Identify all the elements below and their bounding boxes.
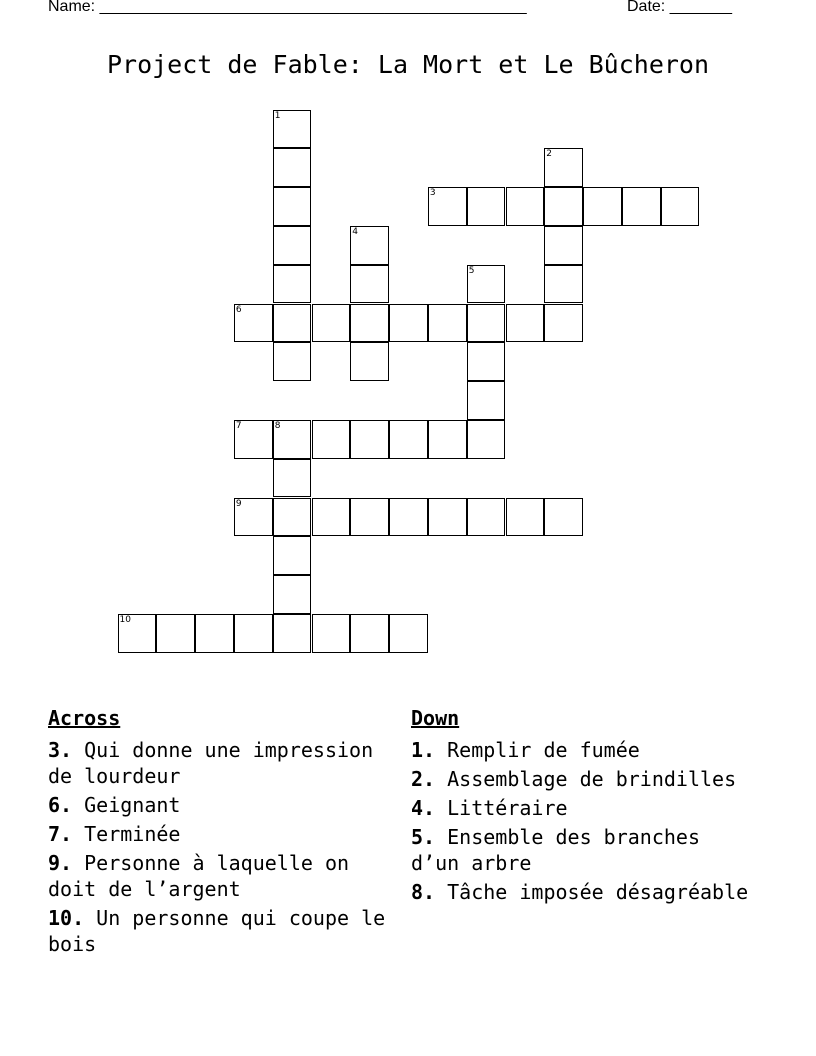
clue-text: Ensemble des branches d’un arbre	[411, 825, 700, 875]
grid-cell[interactable]	[234, 304, 273, 343]
clue-number: 2.	[411, 767, 436, 791]
clue-text: Assemblage de brindilles	[435, 767, 737, 791]
clue-number: 8.	[411, 880, 436, 904]
grid-cell[interactable]	[467, 498, 506, 537]
clue-number: 4.	[411, 796, 436, 820]
grid-cell[interactable]	[544, 187, 583, 226]
grid-cell[interactable]	[583, 187, 622, 226]
grid-cell[interactable]	[273, 536, 312, 575]
cell-number: 5	[468, 265, 475, 276]
grid-cell[interactable]	[350, 226, 389, 265]
clue-item	[411, 824, 751, 876]
clue-item	[411, 879, 751, 905]
date-field[interactable]: Date: _______	[627, 0, 732, 15]
grid-cell[interactable]	[428, 498, 467, 537]
down-clues	[411, 705, 751, 908]
grid-cell[interactable]	[661, 187, 700, 226]
grid-cell[interactable]	[312, 420, 351, 459]
grid-cell[interactable]	[273, 575, 312, 614]
cell-number: 4	[352, 226, 359, 237]
clue-item	[48, 850, 393, 902]
grid-cell[interactable]	[350, 420, 389, 459]
grid-cell[interactable]	[350, 342, 389, 381]
grid-cell[interactable]	[273, 614, 312, 653]
grid-cell[interactable]	[195, 614, 234, 653]
grid-cell[interactable]	[273, 304, 312, 343]
clue-text: Un personne qui coupe le bois	[48, 906, 386, 956]
grid-cell[interactable]	[234, 420, 273, 459]
grid-cell[interactable]	[234, 614, 273, 653]
grid-cell[interactable]	[350, 304, 389, 343]
grid-cell[interactable]	[467, 420, 506, 459]
grid-cell[interactable]	[273, 498, 312, 537]
grid-cell[interactable]	[467, 265, 506, 304]
grid-cell[interactable]	[506, 187, 545, 226]
cell-number: 7	[235, 420, 242, 431]
grid-cell[interactable]	[312, 614, 351, 653]
grid-cell[interactable]	[389, 614, 428, 653]
down-heading: Down	[411, 706, 460, 730]
grid-cell[interactable]	[467, 342, 506, 381]
clue-text: Personne à laquelle on doit de l’argent	[48, 851, 350, 901]
clue-number: 1.	[411, 738, 436, 762]
grid-cell[interactable]	[273, 110, 312, 149]
grid-cell[interactable]	[156, 614, 195, 653]
grid-cell[interactable]	[467, 304, 506, 343]
clue-text: Qui donne une impression de lourdeur	[48, 738, 374, 788]
cell-number: 8	[274, 420, 281, 431]
across-clues	[48, 705, 393, 960]
clue-number: 3.	[48, 738, 73, 762]
grid-cell[interactable]	[273, 187, 312, 226]
grid-cell[interactable]	[467, 187, 506, 226]
name-field[interactable]: Name: ________________________________________________	[48, 0, 527, 15]
cell-number: 10	[119, 614, 131, 625]
grid-cell[interactable]	[428, 420, 467, 459]
grid-cell[interactable]	[389, 498, 428, 537]
cell-number: 6	[235, 304, 242, 315]
grid-cell[interactable]	[234, 498, 273, 537]
clue-item	[411, 737, 751, 763]
clue-item	[48, 905, 393, 957]
across-clue-list	[48, 737, 393, 957]
grid-cell[interactable]	[273, 265, 312, 304]
cell-number: 9	[235, 498, 242, 509]
clue-number: 7.	[48, 822, 73, 846]
clue-text: Remplir de fumée	[435, 738, 640, 762]
grid-cell[interactable]	[428, 187, 467, 226]
grid-cell[interactable]	[544, 498, 583, 537]
clue-item	[411, 766, 751, 792]
grid-cell[interactable]	[544, 304, 583, 343]
grid-cell[interactable]	[467, 381, 506, 420]
clue-number: 9.	[48, 851, 73, 875]
grid-cell[interactable]	[544, 148, 583, 187]
clue-text: Littéraire	[435, 796, 568, 820]
cell-number: 3	[429, 188, 436, 199]
clue-item	[48, 737, 393, 789]
grid-cell[interactable]	[389, 304, 428, 343]
clue-item	[411, 795, 751, 821]
clue-number: 5.	[411, 825, 436, 849]
clue-number: 10.	[48, 906, 85, 930]
grid-cell[interactable]	[506, 498, 545, 537]
grid-cell[interactable]	[506, 304, 545, 343]
clue-number: 6.	[48, 793, 73, 817]
grid-cell[interactable]	[350, 614, 389, 653]
grid-cell[interactable]	[428, 304, 467, 343]
cell-number: 2	[546, 149, 553, 160]
clue-item	[48, 821, 393, 847]
grid-cell[interactable]	[350, 265, 389, 304]
grid-cell[interactable]	[312, 498, 351, 537]
grid-cell[interactable]	[389, 420, 428, 459]
clue-text: Geignant	[72, 793, 181, 817]
cell-number: 1	[274, 110, 281, 121]
down-clue-list	[411, 737, 751, 905]
grid-cell[interactable]	[118, 614, 157, 653]
grid-cell[interactable]	[544, 265, 583, 304]
clue-text: Tâche imposée désagréable	[435, 880, 749, 904]
grid-cell[interactable]	[544, 226, 583, 265]
page-title: Project de Fable: La Mort et Le Bûcheron	[106, 50, 710, 79]
grid-cell[interactable]	[273, 226, 312, 265]
grid-cell[interactable]	[312, 304, 351, 343]
grid-cell[interactable]	[273, 459, 312, 498]
clue-item	[48, 792, 393, 818]
grid-cell[interactable]	[273, 148, 312, 187]
clue-text: Terminée	[72, 822, 181, 846]
grid-cell[interactable]	[273, 420, 312, 459]
grid-cell[interactable]	[273, 342, 312, 381]
grid-cell[interactable]	[350, 498, 389, 537]
across-heading: Across	[48, 706, 121, 730]
grid-cell[interactable]	[622, 187, 661, 226]
